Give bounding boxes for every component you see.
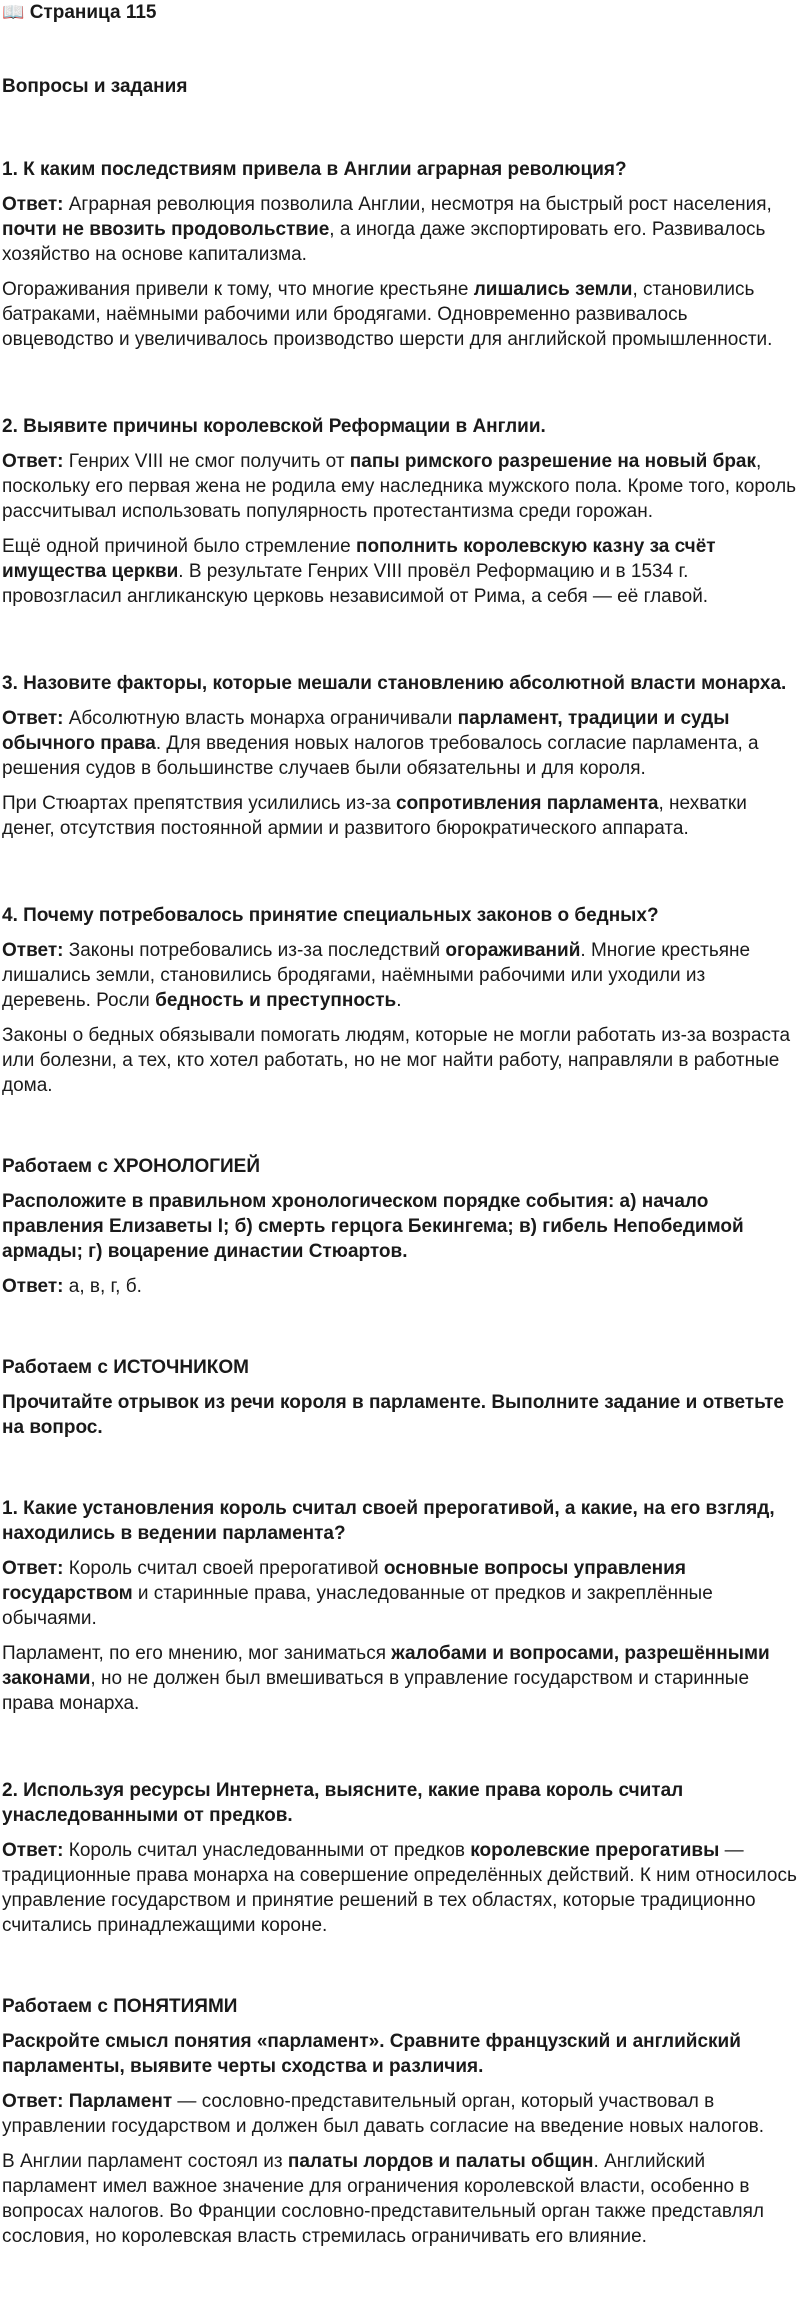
bold-text: основные вопросы управления государством [2,1558,686,1604]
text-span: Огораживания привели к тому, что многие крестьяне [2,279,474,300]
answer-paragraph [2,1838,798,1938]
bold-text: пополнить королевскую казну за счёт имущества церкви [2,536,716,582]
bold-text: Ответ: Парламент [2,2091,173,2112]
answer-paragraph [2,706,798,781]
text-span: При Стюартах препятствия усилились из-за [2,793,396,814]
answer-paragraph [2,1641,798,1716]
question-heading: 3. Назовите факторы, которые мешали становлению абсолютной власти монарха. [2,673,787,694]
answer-paragraph [2,534,798,609]
text-span: Аграрная революция позволила Англии, несмотря на быстрый рост населения, [63,194,772,215]
question-heading: 2. Выявите причины королевской Реформации в Англии. [2,416,546,437]
bold-text: жалобами и вопросами, разрешёнными законами [2,1643,770,1689]
bold-text: папы римского разрешение на новый брак [349,451,757,472]
bold-text: Ответ: [2,1276,64,1297]
bold-text: почти не ввозить продовольствие [2,219,330,240]
bold-text: Ответ: [2,451,64,472]
bold-text: Ответ: [2,194,64,215]
text-span: а, в, г, б. [63,1276,142,1297]
answer-paragraph [2,1274,798,1299]
task-instruction: Расположите в правильном хронологическом порядке события: а) начало правления Елизаветы I; б) смерть герцога Бекингема; в) гибель Непобедимой армады; г) воцарение династии Стюартов. [2,1191,744,1262]
bold-text: Ответ: [2,1840,64,1861]
answer-paragraph [2,449,798,524]
answer-paragraph [2,192,798,267]
answer-paragraph [2,1023,798,1098]
text-span: — традиционные права монарха на совершение определённых действий. К ним относилось управление государством и принятие решений в тех областях, которые традиционно считались принадлежащими короне. [2,1840,797,1936]
text-span: . [396,990,402,1011]
text-span: и старинные права, унаследованные от предков и закреплённые обычаями. [2,1583,713,1629]
question-heading: 2. Используя ресурсы Интернета, выясните, какие права король считал унаследованными от предков. [2,1780,684,1826]
text-span: — сословно-представительный орган, который участвовал в управлении государством и должен был давать согласие на введение новых налогов. [2,2091,765,2137]
bold-text: парламент, традиции и суды обычного права [2,708,730,754]
bold-text: Ответ: [2,708,64,729]
question-heading: 1. Какие установления король считал своей прерогативой, а какие, на его взгляд, находились в ведении парламента? [2,1498,775,1544]
answer-paragraph [2,938,798,1013]
page-title [2,0,798,25]
text-span: Законы потребовались из-за последствий [63,940,446,961]
text-span: , становились батраками, наёмными рабочими или бродягами. Одновременно развивалось овцеводство и увеличивалось производство шерсти для английской промышленности. [2,279,773,350]
answer-paragraph [2,277,798,352]
question-heading: 1. К каким последствиям привела в Англии аграрная революция? [2,159,627,180]
bold-text: огораживаний [445,940,581,961]
content [2,75,798,2249]
text-span: Генрих VIII не смог получить от [63,451,350,472]
text-span: Абсолютную власть монарха ограничивали [63,708,458,729]
bold-text: Ответ: [2,1558,64,1579]
text-span: Законы о бедных обязывали помогать людям, которые не могли работать из-за возраста или болезни, а тех, кто хотел работать, но не мог найти работу, направляли в работные дома. [2,1025,791,1096]
text-span: . В результате Генрих VIII провёл Реформацию и в 1534 г. провозгласил англиканскую церковь независимой от Рима, а себя — её главой. [2,561,709,607]
page-title-text: Страница 115 [29,2,157,23]
text-span: В Англии парламент состоял из [2,2151,288,2172]
answer-paragraph [2,2149,798,2249]
bold-text: Ответ: [2,940,64,961]
text-span: , а иногда даже экспортировать его. Развивалось хозяйство на основе капитализма. [2,219,766,265]
bold-text: палаты лордов и палаты общин [287,2151,594,2172]
bold-text: лишались земли [473,279,633,300]
question-heading: 4. Почему потребовалось принятие специальных законов о бедных? [2,905,659,926]
section-heading: Работаем с ПОНЯТИЯМИ [2,1996,238,2017]
section-heading: Работаем с ХРОНОЛОГИЕЙ [2,1156,260,1177]
text-span: . Многие крестьяне лишались земли, становились бродягами, наёмными рабочими или уходили из деревень. Росли [2,940,751,1011]
answer-paragraph [2,1556,798,1631]
bold-text: сопротивления парламента [396,793,659,814]
answer-paragraph [2,791,798,841]
book-icon: 📖 [2,2,25,22]
bold-text: бедность и преступность [155,990,397,1011]
section-heading: Вопросы и задания [2,76,188,97]
answer-paragraph [2,2089,798,2139]
text-span: . Для введения новых налогов требовалось согласие парламента, а решения судов в большинстве случаев были обязательны и для короля. [2,733,759,779]
section-heading: Работаем с ИСТОЧНИКОМ [2,1357,249,1378]
text-span: , поскольку его первая жена не родила ему наследника мужского пола. Кроме того, король рассчитывал использовать популярность протестантизма среди горожан. [2,451,797,522]
task-instruction: Раскройте смысл понятия «парламент». Сравните французский и английский парламенты, выявите черты сходства и различия. [2,2031,741,2077]
bold-text: королевские прерогативы [470,1840,720,1861]
text-span: Парламент, по его мнению, мог заниматься [2,1643,392,1664]
task-instruction: Прочитайте отрывок из речи короля в парламенте. Выполните задание и ответьте на вопрос. [2,1392,784,1438]
text-span: Ещё одной причиной было стремление [2,536,356,557]
text-span: Король считал своей прерогативой [63,1558,384,1579]
text-span: Король считал унаследованными от предков [63,1840,471,1861]
text-span: , но не должен был вмешиваться в управление государством и старинные права монарха. [2,1668,750,1714]
text-span: . Английский парламент имел важное значение для ограничения королевской власти, особенно в вопросах налогов. Во Франции сословно-представительный орган также представлял сословия, но королевская власть стремилась ограничивать его влияние. [2,2151,764,2247]
text-span: , нехватки денег, отсутствия постоянной армии и развитого бюрократического аппарата. [2,793,747,839]
